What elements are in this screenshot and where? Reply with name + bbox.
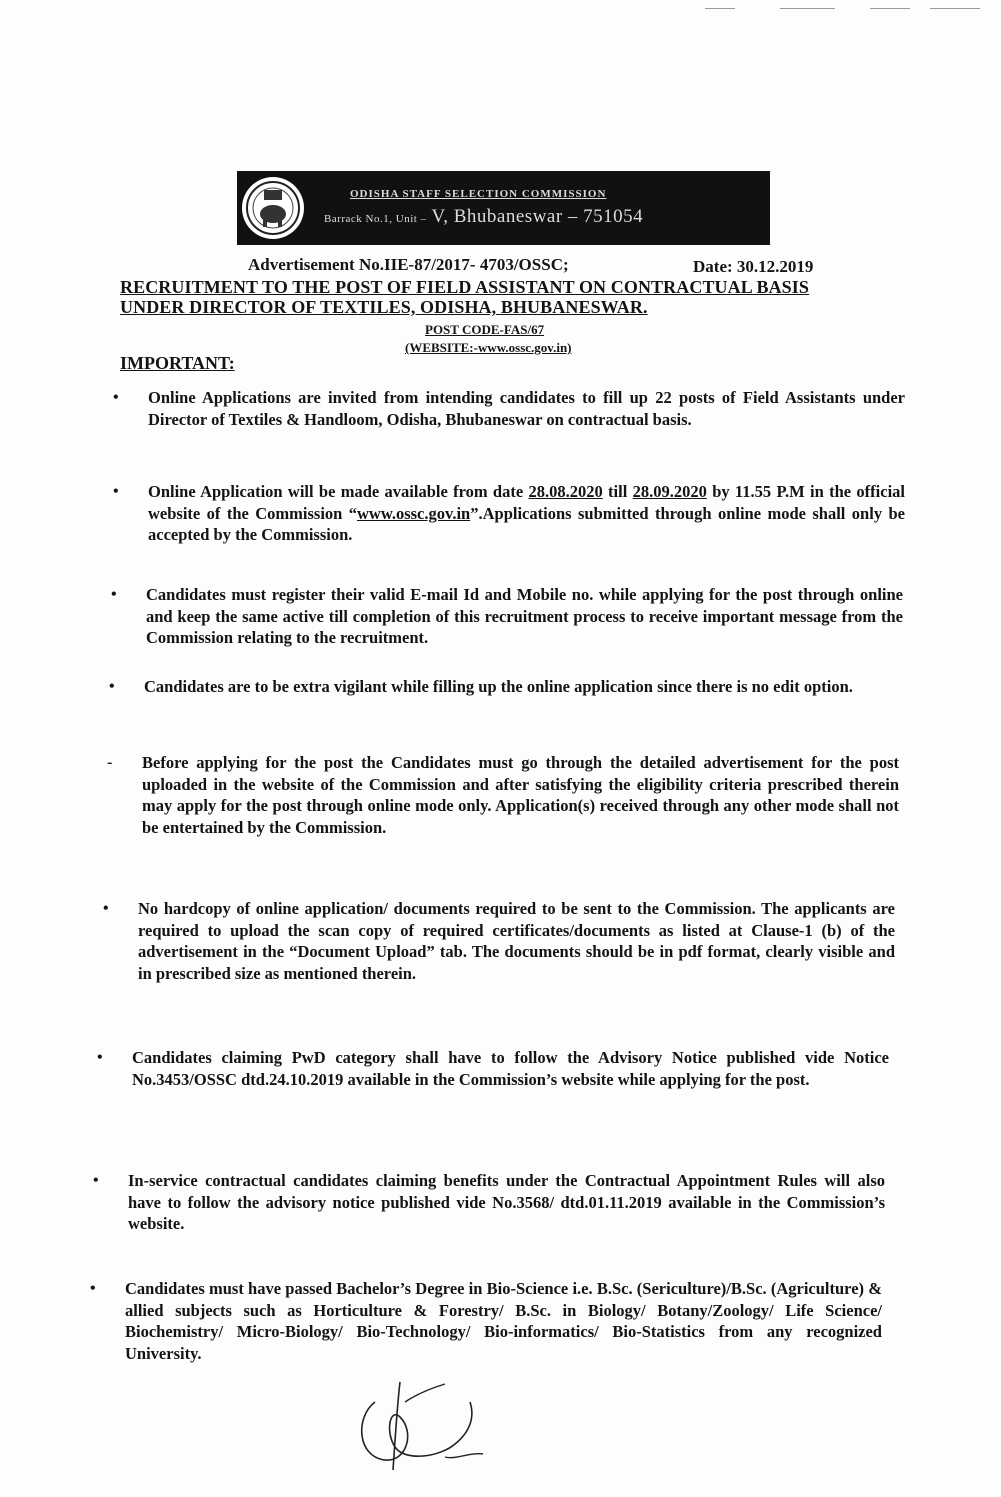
list-item — [107, 752, 899, 838]
post-code: POST CODE-FAS/67 — [425, 322, 545, 337]
list-item-text: Before applying for the post the Candidates must go through the detailed advertisement for the post uploaded in the website of the Commission and after satisfying the eligibility criteria prescribed therein may apply for the post through online mode only. Application(s) received through any other mode shall not be entertained by the Commission. — [142, 753, 899, 837]
address-main: V, Bhubaneswar – 751054 — [431, 206, 644, 227]
letterhead-address — [324, 206, 770, 228]
bullet-dot: • — [113, 483, 119, 500]
list-item-text — [148, 481, 905, 546]
list-item-text: Candidates are to be extra vigilant while filling up the online application since there is no edit option. — [144, 677, 853, 696]
odisha-state-emblem-icon — [242, 177, 304, 239]
document-title — [120, 277, 920, 317]
text-part: ”.Applications submitted through online mode shall only be accepted by the Commission. — [148, 503, 905, 544]
list-item-text: Candidates must have passed Bachelor’s Degree in Bio-Science i.e. B.Sc. (Sericulture)/B.Sc. (Agriculture) & allied subjects such as Horticulture & Forestry/ B.Sc. in Biology/ Botany/Zoology/ Life Science/ Biochemistry/ Micro-Biology/ Bio-Technology/ Bio-informatics/ Bio-Statistics from any recognized University. — [125, 1279, 882, 1363]
title-line-2: UNDER DIRECTOR OF TEXTILES, ODISHA, BHUBANESWAR. — [120, 297, 648, 317]
advertisement-line — [248, 255, 848, 275]
text-part: by 11.55 P.M in the official website of the Commission “ — [148, 482, 905, 523]
bullet-dot: - — [107, 754, 113, 771]
website-link: www.ossc.gov.in — [357, 503, 471, 523]
list-item-text: Online Applications are invited from intending candidates to fill up 22 posts of Field Assistants under Director of Textiles & Handloom, Odisha, Bhubaneswar on contractual basis. — [148, 388, 905, 429]
list-item — [103, 898, 895, 984]
list-item — [109, 676, 901, 698]
important-heading: IMPORTANT: — [120, 353, 235, 373]
list-item-text: In-service contractual candidates claiming benefits under the Contractual Appointment Rules will also have to follow the advisory notice published vide No.3568/ dtd.01.11.2019 available in the Commission’s website. — [128, 1171, 885, 1233]
handwritten-signature — [345, 1362, 505, 1477]
website-line: (WEBSITE:-www.ossc.gov.in) — [405, 340, 572, 355]
scan-mark — [870, 8, 910, 9]
list-item-text: Candidates claiming PwD category shall have to follow the Advisory Notice published vide Notice No.3453/OSSC dtd.24.10.2019 available in the Commission’s website while applying for the post. — [132, 1048, 889, 1089]
list-item — [113, 481, 905, 546]
text-part: till — [602, 482, 633, 501]
advertisement-number: Advertisement No.IIE-87/2017- 4703/OSSC; — [248, 255, 569, 274]
list-item-text: No hardcopy of online application/ documents required to be sent to the Commission. The applicants are required to upload the scan copy of required certificates/documents as listed at Clause-1 (b) of the advertisement in the “Document Upload” tab. The documents should be in pdf format, clearly visible and in prescribed size as mentioned therein. — [138, 899, 895, 983]
list-item — [93, 1170, 885, 1235]
list-item — [97, 1047, 889, 1090]
bullet-dot: • — [111, 586, 117, 603]
bullet-dot: • — [90, 1280, 96, 1297]
advertisement-date: Date: 30.12.2019 — [693, 257, 814, 276]
text-part: Online Application will be made available from date — [148, 482, 529, 501]
list-item-text: Candidates must register their valid E-mail Id and Mobile no. while applying for the post through online and keep the same active till completion of this recruitment process to receive important message from the Commission relating to the recruitment. — [146, 585, 903, 647]
list-item — [111, 584, 903, 649]
date-to: 28.09.2020 — [632, 482, 707, 501]
scan-mark — [705, 8, 735, 9]
bullet-dot: • — [97, 1049, 103, 1066]
title-line-1: RECRUITMENT TO THE POST OF FIELD ASSISTANT ON CONTRACTUAL BASIS — [120, 277, 809, 297]
bullet-dot: • — [103, 900, 109, 917]
letterhead — [237, 171, 770, 245]
bullet-dot: • — [93, 1172, 99, 1189]
date-from: 28.08.2020 — [528, 482, 603, 501]
address-prefix: Barrack No.1, Unit – — [324, 213, 427, 225]
scan-mark — [780, 8, 835, 9]
bullet-dot: • — [113, 389, 119, 406]
bullet-dot: • — [109, 678, 115, 695]
list-item — [90, 1278, 882, 1364]
scan-mark — [930, 8, 980, 9]
list-item — [113, 387, 905, 430]
letterhead-org-name: ODISHA STAFF SELECTION COMMISSION — [350, 188, 607, 200]
